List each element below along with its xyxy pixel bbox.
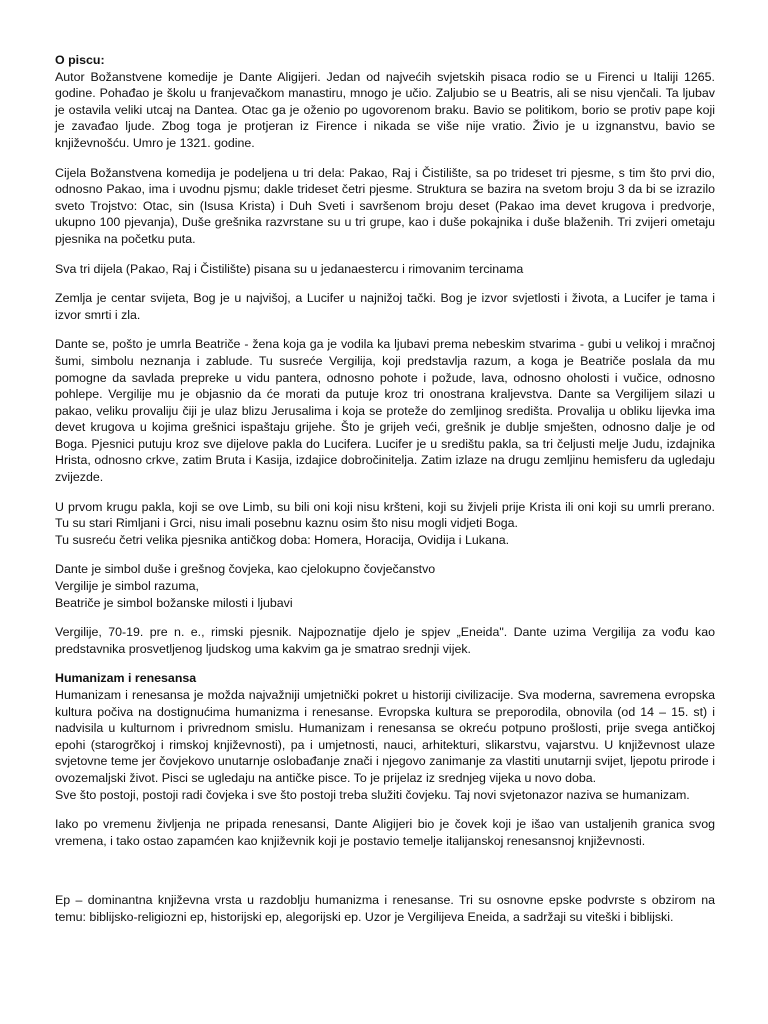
symbol-line: Dante je simbol duše i grešnog čovjeka, kao cjelokupno čovječanstvo — [55, 562, 436, 577]
paragraph-limb: U prvom krugu pakla, koji se ove Limb, su bili oni koji nisu kršteni, koji su živjeli prije Krista ili oni koji su umrli prerano. Tu su stari Rimljani i Grci, nisu imali posebnu kaznu osim što nisu mogli vidjeti Boga. — [55, 499, 715, 531]
paragraph-humanism: Humanizam i renesansa je možda najvažniji umjetnički pokret u historiji civilizacije. Sva moderna, savremena evropska kultura počiva na dostignućima humanizma i renesanse. Evropska kultura se preporodila, obnovila (od 14 – 15. st) i nadvisila u kulturnom i privrednom smislu. Humanizam i renesansa se okreću potpuno prošlosti, prije svega antičkoj epohi (starogrčkoj i rimskoj književnosti), pa i umjetnosti, nauci, arhitekturi, slikarstvu, vajarstvu. U književnost ulaze svjetovne teme jer čovjekovo unutarnje oslobađanje znači i njegovo zanimanje za vlastiti unutarnji svijet, ljepotu prirode i ovozemaljski život. Pisci se ugledaju na antičke pisce. To je prijelaz iz srednjeg vijeka u novo doba. — [55, 688, 715, 785]
paragraph-vergilije: Vergilije, 70-19. pre n. e., rimski pjesnik. Najpoznatije djelo je spjev „Eneida". Dante uzima Vergilija za vođu kao predstavnika prosvetljenog ljudskog uma kakvim ga je smatrao srednji vijek. — [55, 625, 715, 656]
section-limb — [55, 499, 715, 549]
heading-o-piscu: O piscu: — [55, 53, 105, 67]
paragraph-humanism-worldview: Sve što postoji, postoji radi čovjeka i sve što postoji treba služiti čovjeku. Taj novi svjetonazor naziva se humanizam. — [55, 787, 690, 802]
blank-gap — [55, 862, 715, 892]
paragraph-limb-poets: Tu susreću četri velika pjesnika antičkog doba: Homera, Horacija, Ovidija i Lukana. — [55, 532, 510, 547]
paragraph-ep: Ep – dominantna književna vrsta u razdoblju humanizma i renesanse. Tri su osnovne epske podvrste s obzirom na temu: biblijsko-religiozni ep, historijski ep, alegorijski ep. Uzor je Vergilijeva Eneida, a sadržaji su viteški i biblijski. — [55, 893, 715, 924]
symbol-line: Vergilije je simbol razuma, — [55, 579, 199, 594]
paragraph-structure: Cijela Božanstvena komedija je podeljena u tri dela: Pakao, Raj i Čistilište, sa po trideset tri pjesme, s tim što prvi dio, odnosno Pakao, ima i uvodnu pjsmu; dakle trideset četri pjesme. Struktura se bazira na svetom broju 3 da bi se izrazilo sveto Trojstvo: Otac, sin (Isusa Krista) i Duh Sveti i savršenom broju deset (Pakao ima devet krugova i predvorje, ukupno 100 pjevanja), Duše grešnika razvrstane su u tri grupe, kao i duše pokajnika i duše blaženih. Tri zvijeri ometaju pjesnika na početku puta. — [55, 165, 715, 246]
symbol-line: Beatriče je simbol božanske milosti i ljubavi — [55, 595, 293, 610]
document-page — [55, 52, 715, 926]
paragraph-dante-renaissance: Iako po vremenu življenja ne pripada renesansi, Dante Aligijeri bio je čovek koji je išao van ustaljenih granica svog vremena, i tako ostao zapamćen kao književnik koji je postavio temelje italijanskoj renesansnoj književnosti. — [55, 817, 715, 848]
paragraph-dante-journey: Dante se, pošto je umrla Beatriče - žena koja ga je vodila ka ljubavi prema nebeskim stvarima - gubi u velikoj i mračnoj šumi, simbolu neznanja i zablude. Tu susreće Vergilija, koji predstavlja razum, a koga je Beatriče poslala da mu pomogne da savlada prepreke u vidu pantera, odnosno pohote i požude, lava, odnosno oholosti i vučice, odnosno pohlepe. Vergilije mu je objasnio da će morati da putuje kroz tri onostrana kraljevstva. Dante sa Vergilijem silazi u pakao, veliku provaliju čiji je ulaz blizu Jerusalima i koja se proteže do zemljinog središta. Provalija u obliku lijevka ima devet krugova u kojima grešnici ispaštaju grijehe. Što je grijeh veći, grešnik je dublje smješten, odnosno dalje je od Boga. Pjesnici putuju kroz sve dijelove pakla do Lucifera. Lucifer je u središtu pakla, sa tri čeljusti melje Judu, izdajnika Hrista, odnosno crkve, zatim Bruta i Kasija, izdajice dobročinitelja. Zatim izlaze na drugu zemljinu hemisferu da ugledaju zvijezde. — [55, 337, 715, 485]
section-symbols — [55, 561, 715, 611]
paragraph-earth-center: Zemlja je centar svijeta, Bog je u najvišoj, a Lucifer u najnižoj tački. Bog je izvor svjetlosti i života, a Lucifer je tama i izvor smrti i zla. — [55, 291, 715, 322]
section-about-author — [55, 52, 715, 152]
section-humanism — [55, 670, 715, 803]
paragraph-about-author: Autor Božanstvene komedije je Dante Aligijeri. Jedan od najvećih svjetskih pisaca rodio se u Firenci u Italiji 1265. godine. Pohađao je školu u franjevačkom manastiru, mnogo je učio. Zaljubio se u Beatris, ali se nisu vjenčali. Ta ljubav je ostavila veliki utcaj na Dantea. Otac ga je oženio po ugovorenom braku. Bavio se politikom, borio se protiv pape koji je zavađao ljude. Zbog toga je protjeran iz Firence i nikada se više nije vratio. Živio je u izgnanstvu, bavio se književnošću. Umro je 1321. godine. — [55, 69, 715, 150]
heading-humanism: Humanizam i renesansa — [55, 671, 197, 686]
paragraph-tercine: Sva tri dijela (Pakao, Raj i Čistilište) pisana su u jedanaestercu i rimovanim tercinama — [55, 261, 524, 276]
